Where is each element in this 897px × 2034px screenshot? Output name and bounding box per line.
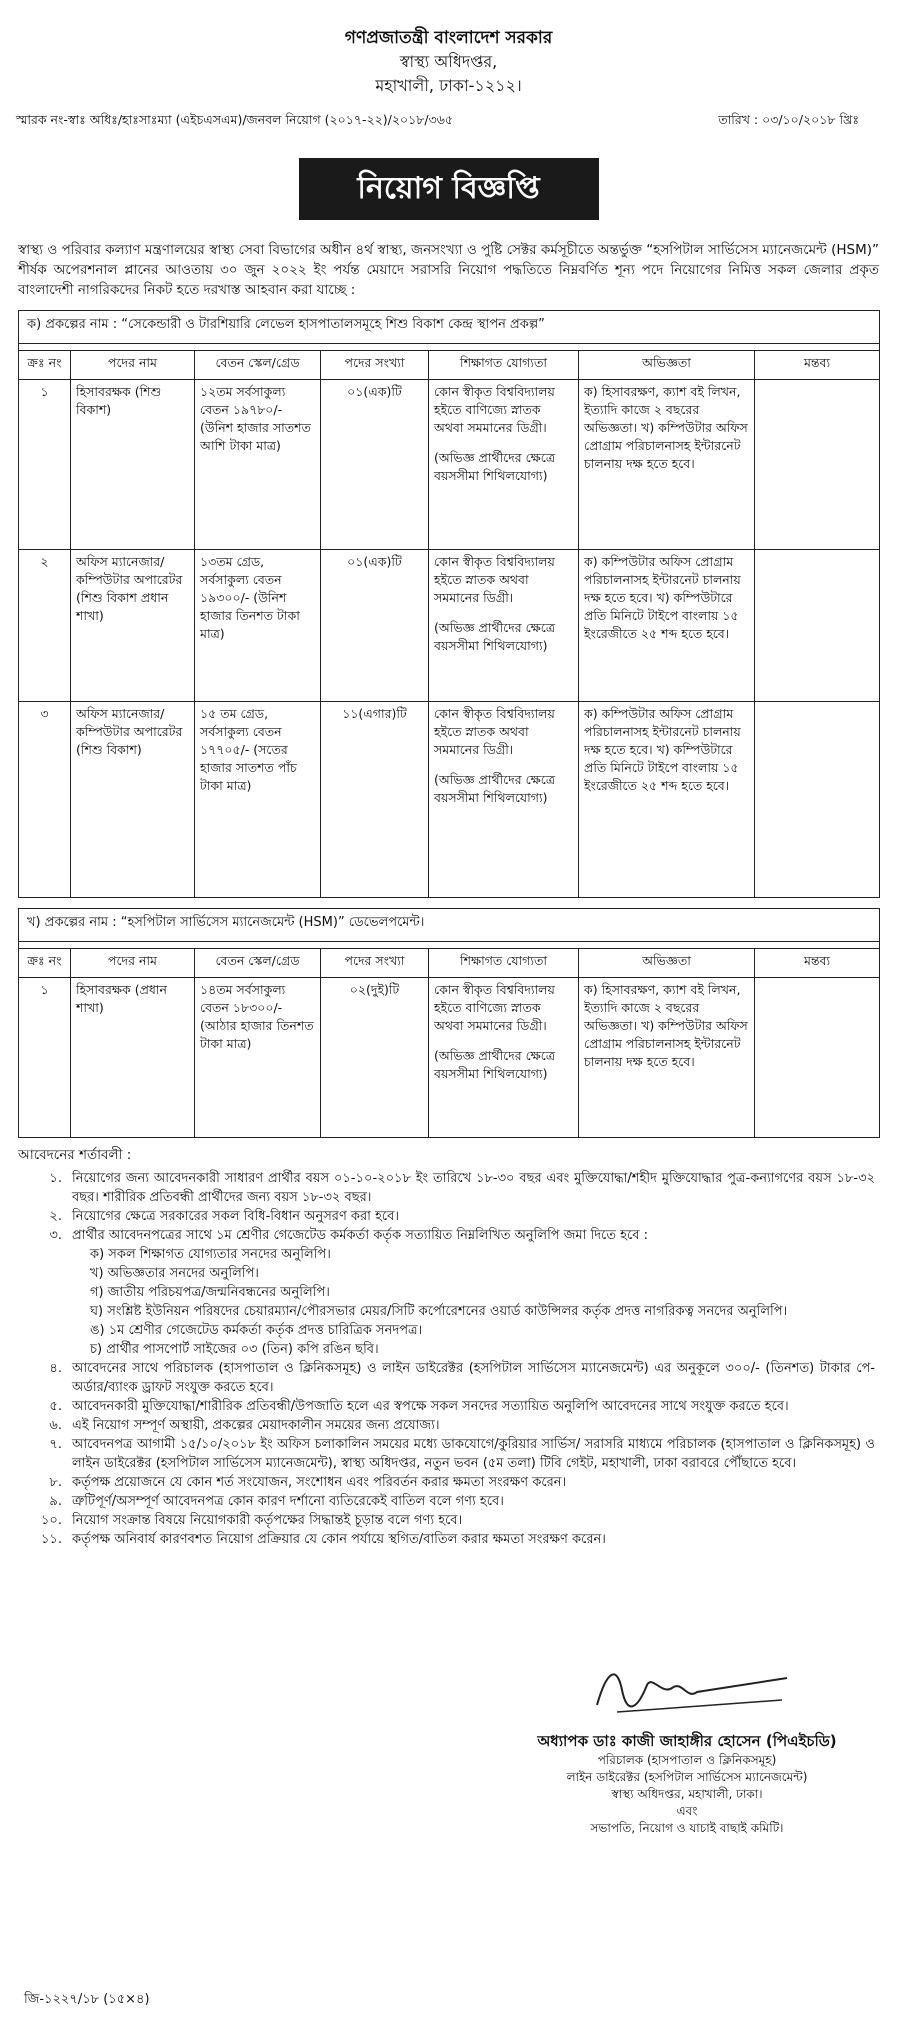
condition-text: আবেদনপত্র আগামী ১৫/১০/২০১৮ ইং অফিস চলাকালিন সময়ের মধ্যে ডাকযোগে/কুরিয়ার সার্ভিস/ সরাসরি মাধ্যমে পরিচালক (হাসপাতাল ও ক্লিনিকসমূহ) ও লাইন ডাইরেক্টর (হসপিটাল সার্ভিসেস ম্যানেজমেন্ট), স্বাস্থ্য অধিদপ্তর, নতুন ভবন (৫ম তলা) টিবি গেইট, মহাখালী, ঢাকা বরাবরে পৌঁছাতে হবে। (72, 1437, 875, 1471)
col-header: বেতন স্কেল/গ্রেড (195, 949, 321, 978)
condition-number: ৩. (49, 1228, 62, 1243)
post-cell: হিসাবরক্ষক (প্রধান শাখা) (71, 978, 195, 1138)
condition-number: ৪. (49, 1361, 62, 1376)
reference-line (0, 98, 897, 132)
col-header: বেতন স্কেল/গ্রেড (195, 351, 321, 380)
condition-text: আবেদনের সাথে পরিচালক (হাসপাতাল ও ক্লিনিকসমূহ) ও লাইন ডাইরেক্টর (হসপিটাল সার্ভিসেস ম্যানেজমেন্ট) এর অনুকূলে ৩০০/- (তিনশত) টাকার পে-অর্ডার/ব্যাংক ড্রাফট সংযুক্ত করতে হবে। (72, 1361, 875, 1395)
condition-item (0, 1397, 897, 1416)
condition-item (0, 1359, 897, 1397)
signatory-committee: সভাপতি, নিয়োগ ও যাচাই বাছাই কমিটি। (590, 1821, 784, 1835)
serial-cell: ১ (19, 380, 71, 550)
notice-title: নিয়োগ বিজ্ঞপ্তি (299, 158, 599, 220)
condition-item (0, 1226, 897, 1245)
project-b-name: খ) প্রকল্পের নাম : “হসপিটাল সার্ভিসেস ম্যানেজমেন্ট (HSM)” ডেভেলপমেন্ট। (19, 909, 880, 942)
signatory-office: স্বাস্থ্য অধিদপ্তর, মহাখালী, ঢাকা। (611, 1787, 763, 1801)
condition-text: এই নিয়োগ সম্পূর্ণ অস্থায়ী, প্রকল্পের মেয়াদকালীন সময়ের জন্য প্রযোজ্য। (72, 1418, 440, 1433)
handwritten-signature (577, 1650, 797, 1720)
col-header: পদের সংখ্যা (321, 351, 429, 380)
condition-item (0, 1530, 897, 1549)
experience-cell: ক) কম্পিউটার অফিস প্রোগ্রাম পরিচালনাসহ ইন্টারনেট চালনায় দক্ষ হতে হবে। খ) কম্পিউটারে প্রতি মিনিটে টাইপে বাংলায় ১৫ ইংরেজীতে ২৫ শব্দ হতে হবে। (579, 702, 755, 898)
signatory-designation: পরিচালক (হাসপাতাল ও ক্লিনিকসমূহ) (597, 1753, 777, 1767)
col-header: পদের সংখ্যা (321, 949, 429, 978)
directorate-name: স্বাস্থ্য অধিদপ্তর, (399, 52, 498, 71)
document-list-item: গ) জাতীয় পরিচয়পত্র/জন্মনিবন্ধনের অনুলিপি। (90, 1285, 330, 1300)
document-list-item: ঙ) ১ম শ্রেণীর গেজেটেড কর্মকর্তা কর্তৃক প্রদত্ত চারিত্রিক সনদপত্র। (90, 1323, 423, 1338)
document-list-item: চ) প্রার্থীর পাসপোর্ট সাইজের ০৩ (তিন) কপি রঙিন ছবি। (90, 1342, 379, 1357)
table-row (19, 550, 880, 702)
col-header: শিক্ষাগত যোগ্যতা (429, 949, 579, 978)
serial-cell: ২ (19, 550, 71, 702)
education-cell (429, 380, 579, 550)
condition-number: ১১. (40, 1532, 62, 1547)
conditions-list (0, 1169, 897, 1549)
intro-paragraph: স্বাস্থ্য ও পরিবার কল্যাণ মন্ত্রণালয়ের স্বাস্থ্য সেবা বিভাগের অধীন ৪র্থ স্বাস্থ্য, জনসংখ্যা ও পুষ্টি সেক্টর কর্মসূচীতে অন্তর্ভুক্ত “হসপিটাল সার্ভিসেস ম্যানেজমেন্ট (HSM)” শীর্ষক অপেরশনাল প্লানের আওতায় ৩০ জুন ২০২২ ইং পর্যন্ত মেয়াদে সরাসরি নিয়োগ পদ্ধতিতে নিম্নবর্ণিত শূন্য পদে নিয়োগের নিমিত্ত সকল জেলার প্রকৃত বাংলাদেশী নাগরিকদের নিকট হতে দরখাস্ত আহবান করা যাচ্ছে : (18, 242, 879, 298)
govt-name: গণপ্রজাতন্ত্রী বাংলাদেশ সরকার (344, 28, 553, 48)
count-cell: ০২(দুই)টি (321, 978, 429, 1138)
condition-text: কর্তৃপক্ষ অনিবার্য কারণবশত নিয়োগ প্রক্রিয়ার যে কোন পর্যায়ে স্থগিত/বাতিল করার ক্ষমতা সংরক্ষণ করেন। (72, 1532, 606, 1547)
post-cell: হিসাবরক্ষক (শিশু বিকাশ) (71, 380, 195, 550)
col-header: পদের নাম (71, 351, 195, 380)
memo-number: স্মারক নং-স্বাঃ অধিঃ/হাঃসাঃম্যা (এইচএসএম)/জনবল নিয়োগ (২০১৭-২২)/২০১৮/৩৬৫ (16, 112, 453, 127)
table-row (19, 978, 880, 1138)
condition-number: ৯. (49, 1494, 62, 1509)
education-cell (429, 978, 579, 1138)
condition-number: ৫. (49, 1399, 62, 1414)
condition-number: ১. (49, 1171, 62, 1186)
document-list-item: ঘ) সংশ্লিষ্ট ইউনিয়ন পরিষদের চেয়ারম্যান/পৌরসভার মেয়র/সিটি কর্পোরেশনের ওয়ার্ড কাউন্সিলর কর্তৃক প্রদত্ত নাগরিকত্ব সনদের অনুলিপি। (90, 1304, 788, 1319)
education-text: কোন স্বীকৃত বিশ্ববিদ্যালয় হইতে স্নাতক অথবা সমমানের ডিগ্রী। (434, 554, 555, 605)
count-cell: ০১(এক)টি (321, 380, 429, 550)
condition-item (0, 1169, 897, 1207)
condition-item (0, 1207, 897, 1226)
scale-cell: ১৩তম গ্রেড, সর্বসাকুল্য বেতন ১৯৩০০/- (উনিশ হাজার তিনশত টাকা মাত্র) (195, 550, 321, 702)
education-cell (429, 702, 579, 898)
condition-text: নিয়োগের ক্ষেত্রে সরকারের সকল বিধি-বিধান অনুসরণ করা হবে। (72, 1209, 400, 1224)
document-list-item: ক) সকল শিক্ষাগত যোগ্যতার সনদের অনুলিপি। (90, 1247, 331, 1262)
condition-item (0, 1511, 897, 1530)
experience-cell: ক) হিসাবরক্ষণ, ক্যাশ বই লিখন, ইত্যাদি কাজে ২ বছরের অভিজ্ঞতা। খ) কম্পিউটার অফিস প্রোগ্রাম পরিচালনাসহ ইন্টারনেট চালনায় দক্ষ হতে হবে। (579, 978, 755, 1138)
signatory-conjunction: এবং (676, 1804, 698, 1818)
office-address: মহাখালী, ঢাকা-১২১২। (375, 76, 522, 95)
col-header: ক্রঃ নং (19, 351, 71, 380)
issue-date: তারিখ : ০৩/১০/২০১৮ খ্রিঃ (718, 112, 859, 127)
remark-cell (755, 978, 880, 1138)
age-note: (অভিজ্ঞ প্রার্থীদের ক্ষেত্রে বয়সসীমা শিথিলযোগ্য) (434, 772, 555, 805)
table-row (19, 702, 880, 898)
condition-item (0, 1492, 897, 1511)
col-header: শিক্ষাগত যোগ্যতা (429, 351, 579, 380)
col-header: মন্তব্য (755, 351, 880, 380)
signatory-designation: লাইন ডাইরেক্টর (হসপিটাল সার্ভিসেস ম্যানেজমেন্ট) (566, 1770, 808, 1784)
scale-cell: ১৫ তম গ্রেড, সর্বসাকুল্য বেতন ১৭৭০৫/- (সতের হাজার সাতশত পাঁচ টাকা মাত্র) (195, 702, 321, 898)
condition-text: ত্রুটিপূর্ণ/অসম্পূর্ণ আবেদনপত্র কোন কারণ দর্শানো ব্যতিরেকেই বাতিল বলে গণ্য হবে। (72, 1494, 504, 1509)
count-cell: ১১(এগার)টি (321, 702, 429, 898)
education-text: কোন স্বীকৃত বিশ্ববিদ্যালয় হইতে স্নাতক অথবা সমমানের ডিগ্রী। (434, 706, 555, 757)
age-note: (অভিজ্ঞ প্রার্থীদের ক্ষেত্রে বয়সসীমা শিথিলযোগ্য) (434, 620, 555, 653)
condition-text: নিয়োগ সংক্রান্ত বিষয়ে নিয়োগকারী কর্তৃপক্ষের সিদ্ধান্তই চূড়ান্ত বলে গণ্য হবে। (72, 1513, 463, 1528)
project-a-table (18, 310, 880, 898)
condition-text: প্রার্থীর আবেদনপত্রের সাথে ১ম শ্রেণীর গেজেটেড কর্মকর্তা কর্তৃক সত্যায়িত নিম্নলিখিত অনুলিপি জমা দিতে হবে : (72, 1228, 648, 1243)
condition-number: ৭. (49, 1437, 62, 1452)
age-note: (অভিজ্ঞ প্রার্থীদের ক্ষেত্রে বয়সসীমা শিথিলযোগ্য) (434, 1048, 555, 1081)
col-header: ক্রঃ নং (19, 949, 71, 978)
condition-item (0, 1435, 897, 1473)
scale-cell: ১৪তম সর্বসাকুল্য বেতন ১৮৩০০/- (আঠার হাজার তিনশত টাকা মাত্র) (195, 978, 321, 1138)
project-a-name: ক) প্রকল্পের নাম : “সেকেন্ডারী ও টারশিয়ারি লেভেল হাসপাতালসমূহে শিশু বিকাশ কেন্দ্র স্থাপন প্রকল্প” (19, 311, 880, 344)
experience-cell: ক) কম্পিউটার অফিস প্রোগ্রাম পরিচালনাসহ ইন্টারনেট চালনায় দক্ষ হতে হবে। খ) কম্পিউটারে প্রতি মিনিটে টাইপে বাংলায় ১৫ ইংরেজীতে ২৫ শব্দ হতে হবে। (579, 550, 755, 702)
experience-cell: ক) হিসাবরক্ষণ, ক্যাশ বই লিখন, ইত্যাদি কাজে ২ বছরের অভিজ্ঞতা। খ) কম্পিউটার অফিস প্রোগ্রাম পরিচালনাসহ ইন্টারনেট চালনায় দক্ষ হতে হবে। (579, 380, 755, 550)
signatory-name: অধ্যাপক ডাঃ কাজী জাহাঙ্গীর হোসেন (পিএইচডি) (537, 1732, 837, 1750)
post-cell: অফিস ম্যানেজার/ কম্পিউটার অপারেটর (শিশু বিকাশ প্রধান শাখা) (71, 550, 195, 702)
count-cell: ০১(এক)টি (321, 550, 429, 702)
education-text: কোন স্বীকৃত বিশ্ববিদ্যালয় হইতে বাণিজ্যে স্নাতক অথবা সমমানের ডিগ্রী। (434, 384, 555, 435)
post-cell: অফিস ম্যানেজার/ কম্পিউটার অপারেটর (শিশু বিকাশ) (71, 702, 195, 898)
table-header-row (19, 351, 880, 380)
education-text: কোন স্বীকৃত বিশ্ববিদ্যালয় হইতে বাণিজ্যে স্নাতক অথবা সমমানের ডিগ্রী। (434, 982, 555, 1033)
col-header: পদের নাম (71, 949, 195, 978)
condition-text: কর্তৃপক্ষ প্রয়োজনে যে কোন শর্ত সংযোজন, সংশোধন এবং পরিবর্তন করার ক্ষমতা সংরক্ষণ করেন। (72, 1475, 567, 1490)
condition-number: ২. (49, 1209, 62, 1224)
col-header: মন্তব্য (755, 949, 880, 978)
condition-text: আবেদনকারী মুক্তিযোদ্ধা/শারীরিক প্রতিবন্ধী/উপজাতি হলে এর স্বপক্ষে সকল সনদের সত্যায়িত অনুলিপি আবেদনের সাথে সংযুক্ত করতে হবে। (72, 1399, 789, 1414)
remark-cell (755, 380, 880, 550)
serial-cell: ৩ (19, 702, 71, 898)
condition-number: ৬. (49, 1418, 62, 1433)
remark-cell (755, 702, 880, 898)
col-header: অভিজ্ঞতা (579, 351, 755, 380)
office-header (0, 0, 897, 98)
document-list-item: খ) অভিজ্ঞতার সনদের অনুলিপি। (90, 1266, 259, 1281)
condition-item (0, 1473, 897, 1492)
col-header: অভিজ্ঞতা (579, 949, 755, 978)
education-cell (429, 550, 579, 702)
table-row (19, 380, 880, 550)
table-header-row (19, 949, 880, 978)
project-b-table (18, 908, 880, 1138)
condition-number: ৮. (49, 1475, 62, 1490)
serial-cell: ১ (19, 978, 71, 1138)
condition-text: নিয়োগের জন্য আবেদনকারী সাধারণ প্রার্থীর বয়স ০১-১০-২০১৮ ইং তারিখে ১৮-৩০ বছর এবং মুক্তিযোদ্ধা/শহীদ মুক্তিযোদ্ধার পুত্র-কন্যাগণের বয়স ১৮-৩২ বছর। শারীরিক প্রতিবন্ধী প্রার্থীদের জন্য বয়স ১৮-৩২ বছর। (72, 1171, 875, 1205)
condition-number: ১০. (40, 1513, 62, 1528)
age-note: (অভিজ্ঞ প্রার্থীদের ক্ষেত্রে বয়সসীমা শিথিলযোগ্য) (434, 450, 555, 483)
press-memo-number: জি-১২২৭/১৮ (১৫×৪) (24, 1992, 150, 2007)
conditions-title: আবেদনের শর্তাবলী : (18, 1147, 132, 1163)
scale-cell: ১২তম সর্বসাকুল্য বেতন ১৯৭৮০/- (উনিশ হাজার সাতশত আশি টাকা মাত্র) (195, 380, 321, 550)
signature-block (507, 1650, 867, 1837)
remark-cell (755, 550, 880, 702)
condition-item (0, 1416, 897, 1435)
